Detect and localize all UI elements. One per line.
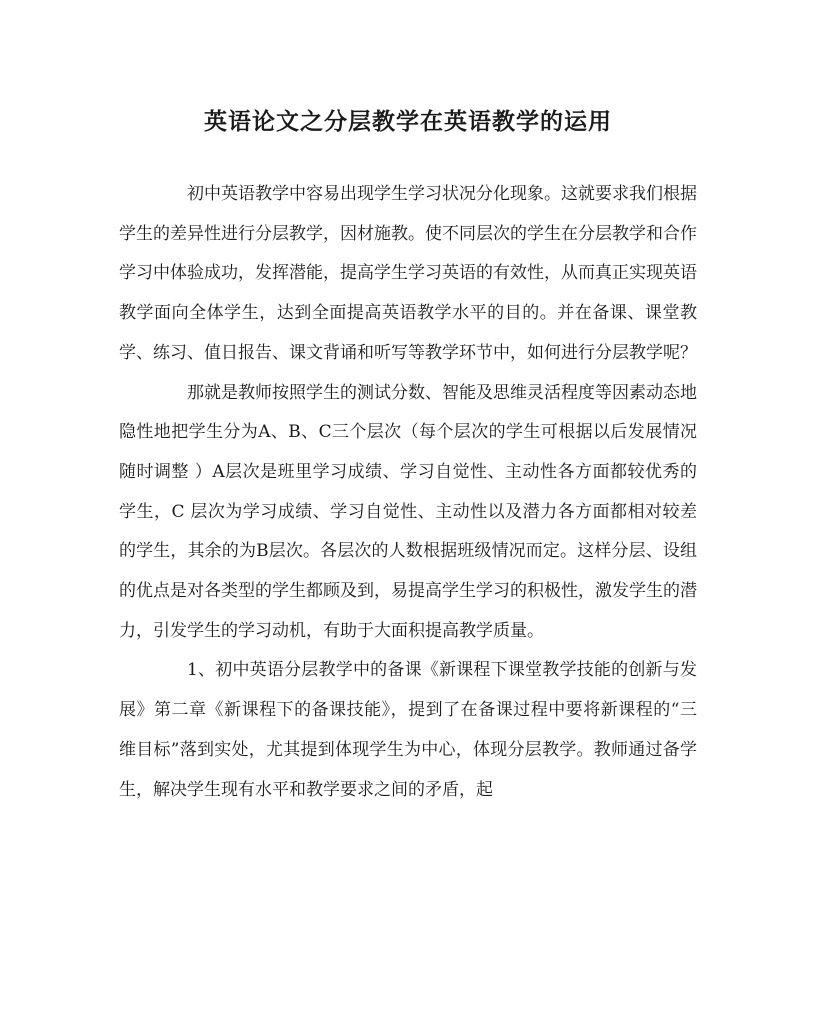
document-body: [119, 175, 697, 810]
paragraph-3: 1、初中英语分层教学中的备课《新课程下课堂教学技能的创新与发展》第二章《新课程下的备课技能》，提到了在备课过程中要将新课程的“三维目标”落到实处，尤其提到体现学生为中心，体现分层教学。教师通过备学生，解决学生现有水平和教学要求之间的矛盾，起: [119, 660, 697, 800]
paragraph-1: 初中英语教学中容易出现学生学习状况分化现象。这就要求我们根据学生的差异性进行分层教学，因材施教。使不同层次的学生在分层教学和合作学习中体验成功，发挥潜能，提高学生学习英语的有效性，从而真正实现英语教学面向全体学生，达到全面提高英语教学水平的目的。并在备课、课堂教学、练习、值日报告、课文背诵和听写等教学环节中，如何进行分层教学呢？: [119, 184, 697, 363]
document-title: 英语论文之分层教学在英语教学的运用: [204, 108, 612, 135]
paragraph-2: 那就是教师按照学生的测试分数、智能及思维灵活程度等因素动态地隐性地把学生分为A、B、C三个层次（每个层次的学生可根据以后发展情况随时调整 ）A层次是班里学习成绩、学习自觉性、主动性各方面都较优秀的学生，C 层次为学习成绩、学习自觉性、主动性以及潜力各方面都相对较差的学生，其余的为B层次。各层次的人数根据班级情况而定。这样分层、设组的优点是对各类型的学生都顾及到，易提高学生学习的积极性，激发学生的潜力，引发学生的学习动机，有助于大面积提高教学质量。: [119, 382, 697, 641]
